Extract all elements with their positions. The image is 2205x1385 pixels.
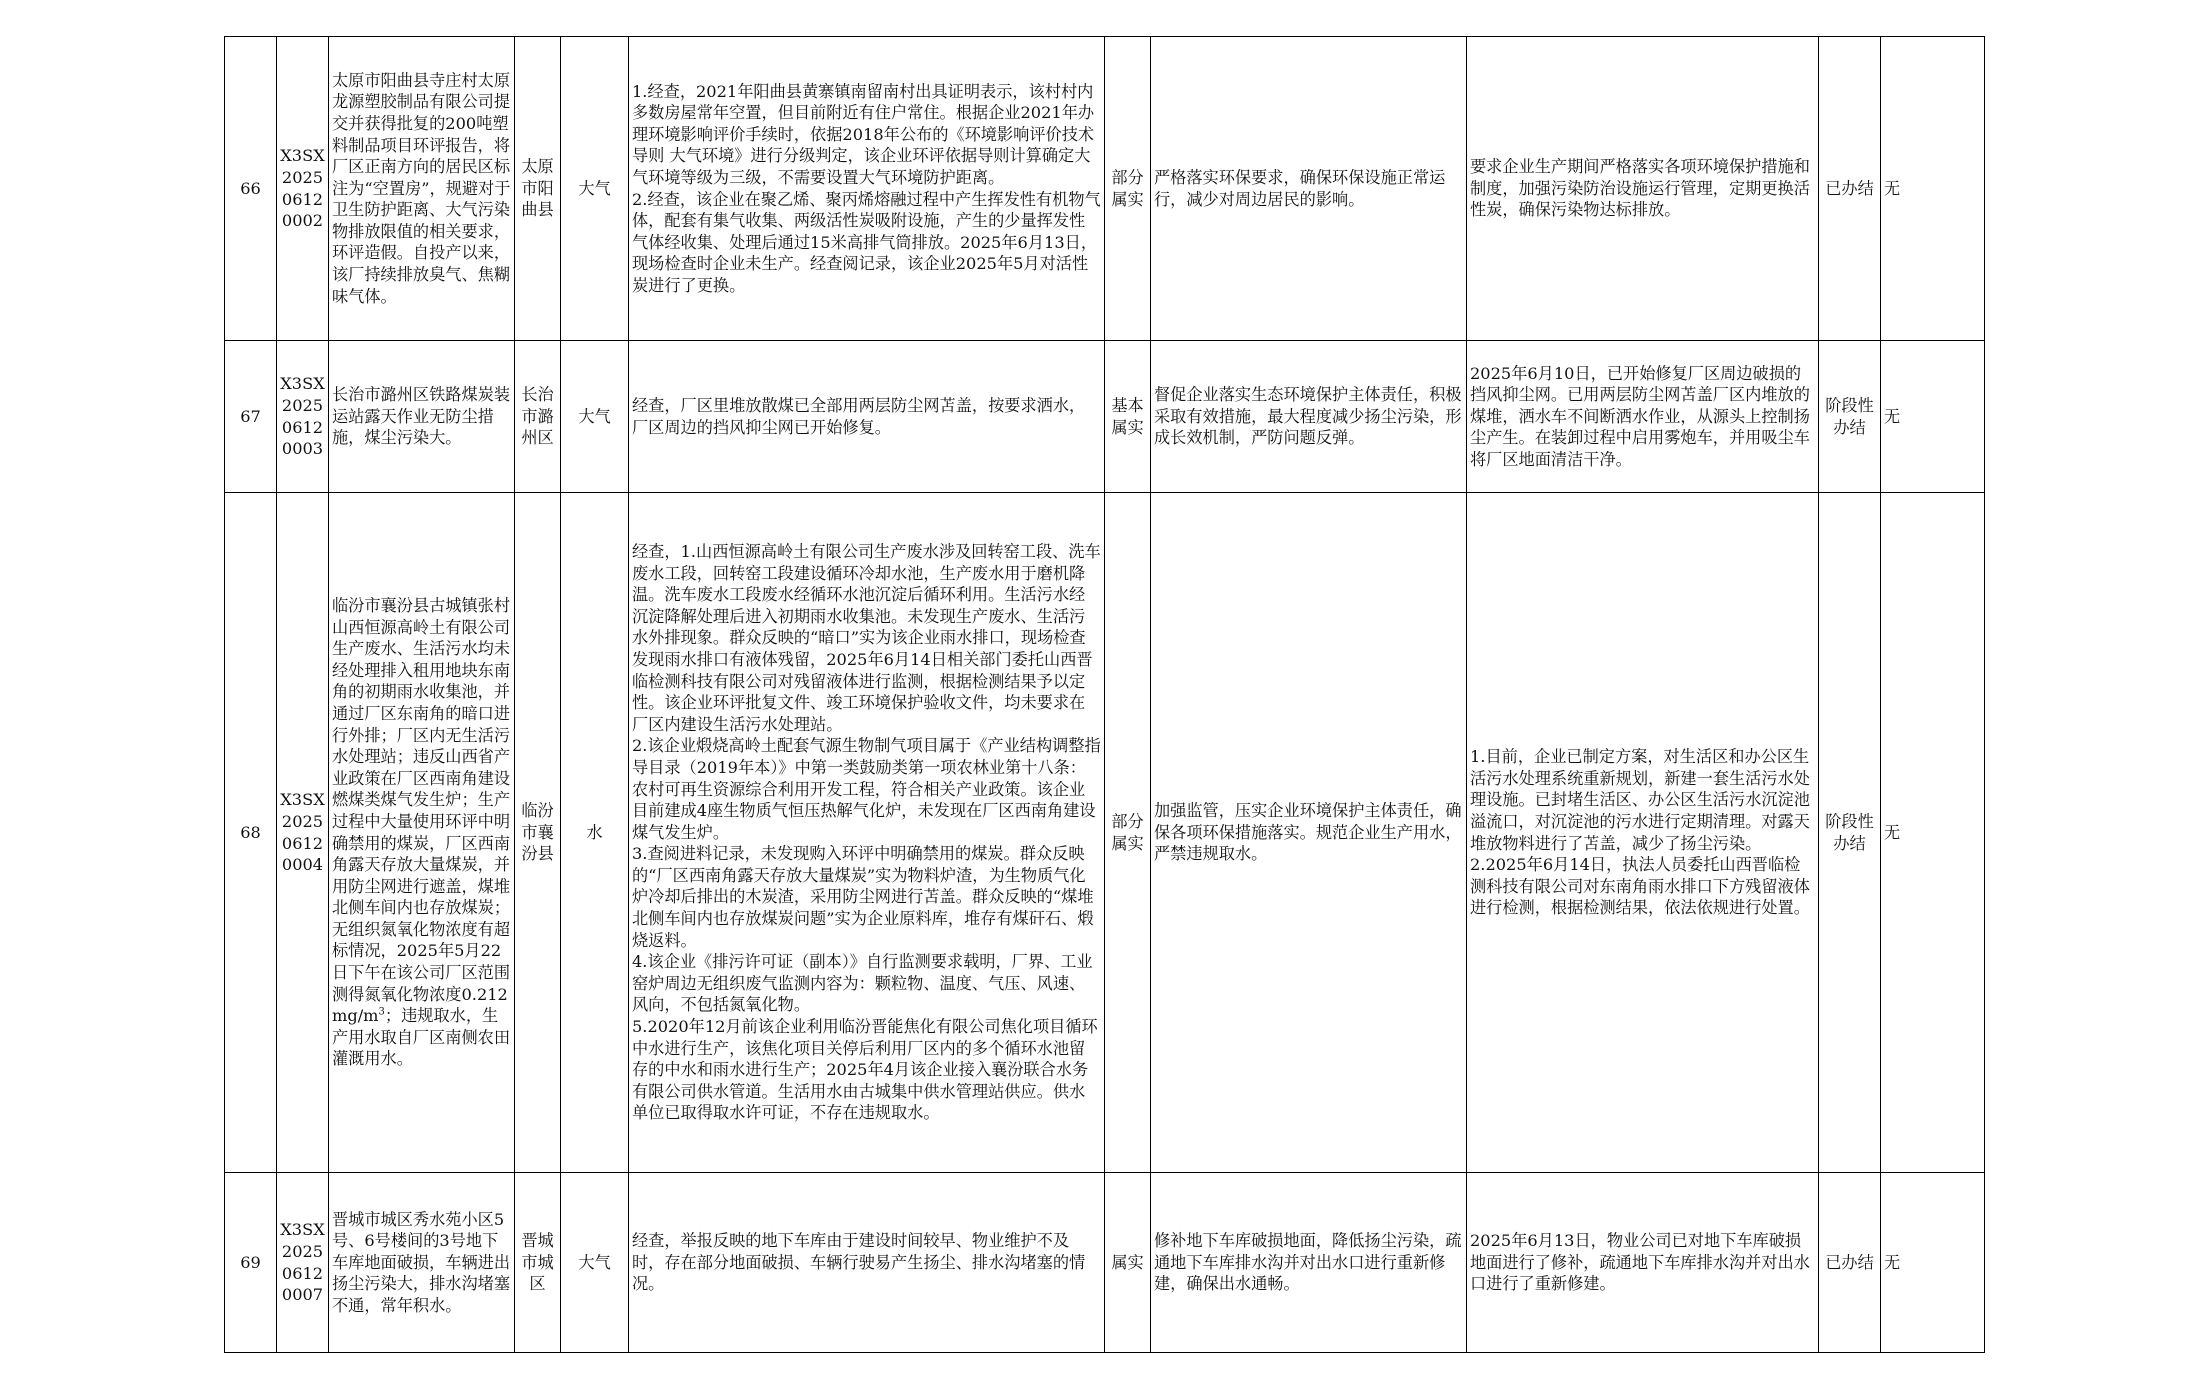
findings: 经查，1.山西恒源高岭土有限公司生产废水涉及回转窑工段、洗车废水工段，回转窑工段建设循环冷却水池，生产废水用于磨机降温。洗车废水工段废水经循环水池沉淀后循环利用。生活污水经沉淀降解处理后进入初期雨水收集池。未发现生产废水、生活污水外排现象。群众反映的“暗口”实为该企业雨水排口，现场检查发现雨水排口有液体残留，2025年6月14日相关部门委托山西晋临检测科技有限公司对残留液体进行监测，根据检测结果予以定性。该企业环评批复文件、竣工环境保护验收文件，均未要求在厂区内建设生活污水处理站。 2.该企业煅烧高岭土配套气源生物制气项目属于《产业结构调整指导目录（2019年本）》中第一类鼓励类第一项农林业第十八条：农村可再生资源综合利用开发工程，符合相关产业政策。该企业目前建成4座生物质气恒压热解气化炉，未发现在厂区西南角建设煤气发生炉。 3.查阅进料记录，未发现购入环评中明确禁用的煤炭。群众反映的“厂区西南角露天存放大量煤炭”实为物料炉渣，为生物质气化炉冷却后排出的木炭渣，采用防尘网进行苫盖。群众反映的“煤堆北侧车间内也存放煤炭问题”实为企业原料库，堆存有煤矸石、煅烧返料。 4.该企业《排污许可证（副本）》自行监测要求载明，厂界、工业窑炉周边无组织废气监测内容为：颗粒物、温度、气压、风速、风向，不包括氮氧化物。 5.2020年12月前该企业利用临汾晋能焦化有限公司焦化项目循环中水进行生产，该焦化项目关停后利用厂区内的多个循环水池留存的中水和雨水进行生产；2025年4月该企业接入襄汾联合水务有限公司供水管道。生活用水由古城集中供水管理站供应。供水单位已取得取水许可证，不存在违规取水。 (629, 493, 1105, 1173)
case-code: X3SX202506120003 (277, 341, 329, 493)
result: 2025年6月13日，物业公司已对地下车库破损地面进行了修补，疏通地下车库排水沟并对出水口进行了重新修建。 (1467, 1173, 1819, 1353)
issue-tail: ；违规取水，生产用水取自厂区南侧农田灌溉用水。 (332, 1006, 511, 1069)
table-row (225, 341, 1985, 493)
table-row (225, 1173, 1985, 1353)
case-code: X3SX202506120007 (277, 1173, 329, 1353)
issue-text (329, 493, 515, 1173)
findings: 1.经查，2021年阳曲县黄寨镇南留南村出具证明表示，该村村内多数房屋常年空置，但目前附近有住户常住。根据企业2021年办理环境影响评价手续时，依据2018年公布的《环境影响评价技术导则 大气环境》进行分级判定，该企业环评依据导则计算确定大气环境等级为三级，不需要设置大气环境防护距离。 2.经查，该企业在聚乙烯、聚丙烯熔融过程中产生挥发性有机物气体，配套有集气收集、两级活性炭吸附设施，产生的少量挥发性气体经收集、处理后通过15米高排气筒排放。2025年6月13日，现场检查时企业未生产。经查阅记录，该企业2025年5月对活性炭进行了更换。 (629, 37, 1105, 341)
table-row (225, 493, 1985, 1173)
issue-superscript: 3 (378, 1006, 385, 1018)
result: 1.目前，企业已制定方案，对生活区和办公区生活污水处理系统重新规划，新建一套生活污水处理设施。已封堵生活区、办公区生活污水沉淀池溢流口，对沉淀池的污水进行定期清理。对露天堆放物料进行了苫盖，减少了扬尘污染。 2.2025年6月14日，执法人员委托山西晋临检测科技有限公司对东南角雨水排口下方残留液体进行检测，根据检测结果，依法依规进行处置。 (1467, 493, 1819, 1173)
accountability: 无 (1881, 341, 1985, 493)
status: 阶段性办结 (1819, 493, 1881, 1173)
issue-text: 太原市阳曲县寺庄村太原龙源塑胶制品有限公司提交并获得批复的200吨塑料制品项目环评报告，将厂区正南方向的居民区标注为“空置房”，规避对于卫生防护距离、大气污染物排放限值的相关要求，环评造假。自投产以来，该厂持续排放臭气、焦糊味气体。 (329, 37, 515, 341)
pollution-type: 大气 (561, 37, 629, 341)
verdict: 属实 (1105, 1173, 1151, 1353)
area: 临汾市襄汾县 (515, 493, 561, 1173)
pollution-type: 大气 (561, 341, 629, 493)
result: 2025年6月10日，已开始修复厂区周边破损的挡风抑尘网。已用两层防尘网苫盖厂区内堆放的煤堆，洒水车不间断洒水作业，从源头上控制扬尘产生。在装卸过程中启用雾炮车，并用吸尘车将厂区地面清洁干净。 (1467, 341, 1819, 493)
issue-main: 临汾市襄汾县古城镇张村山西恒源高岭土有限公司生产废水、生活污水均未经处理排入租用地块东南角的初期雨水收集池，并通过厂区东南角的暗口进行外排；厂区内无生活污水处理站；违反山西省产业政策在厂区西南角建设燃煤类煤气发生炉；生产过程中大量使用环评中明确禁用的煤炭，厂区西南角露天存放大量煤炭，并用防尘网进行遮盖，煤堆北侧车间内也存放煤炭；无组织氮氧化物浓度有超标情况，2025年5月22日下午在该公司厂区范围测得氮氧化物浓度0.212mg/m (332, 595, 511, 1026)
status: 已办结 (1819, 37, 1881, 341)
measures: 严格落实环保要求，确保环保设施正常运行，减少对周边居民的影响。 (1151, 37, 1467, 341)
accountability: 无 (1881, 37, 1985, 341)
issue-text: 长治市潞州区铁路煤炭装运站露天作业无防尘措施，煤尘污染大。 (329, 341, 515, 493)
findings: 经查，举报反映的地下车库由于建设时间较早、物业维护不及时，存在部分地面破损、车辆行驶易产生扬尘、排水沟堵塞的情况。 (629, 1173, 1105, 1353)
verdict: 基本属实 (1105, 341, 1151, 493)
case-table (224, 36, 1985, 1353)
case-code: X3SX202506120004 (277, 493, 329, 1173)
status: 阶段性办结 (1819, 341, 1881, 493)
pollution-type: 水 (561, 493, 629, 1173)
case-code: X3SX202506120002 (277, 37, 329, 341)
area: 晋城市城区 (515, 1173, 561, 1353)
pollution-type: 大气 (561, 1173, 629, 1353)
accountability: 无 (1881, 493, 1985, 1173)
findings: 经查，厂区里堆放散煤已全部用两层防尘网苫盖，按要求洒水，厂区周边的挡风抑尘网已开始修复。 (629, 341, 1105, 493)
measures: 修补地下车库破损地面，降低扬尘污染，疏通地下车库排水沟并对出水口进行重新修建，确保出水通畅。 (1151, 1173, 1467, 1353)
verdict: 部分属实 (1105, 37, 1151, 341)
table-row (225, 37, 1985, 341)
measures: 加强监管，压实企业环境保护主体责任，确保各项环保措施落实。规范企业生产用水，严禁违规取水。 (1151, 493, 1467, 1173)
status: 已办结 (1819, 1173, 1881, 1353)
verdict: 部分属实 (1105, 493, 1151, 1173)
area: 长治市潞州区 (515, 341, 561, 493)
row-number: 67 (225, 341, 277, 493)
area: 太原市阳曲县 (515, 37, 561, 341)
measures: 督促企业落实生态环境保护主体责任，积极采取有效措施，最大程度减少扬尘污染，形成长效机制，严防问题反弹。 (1151, 341, 1467, 493)
issue-text: 晋城市城区秀水苑小区5号、6号楼间的3号地下车库地面破损，车辆进出扬尘污染大，排水沟堵塞不通，常年积水。 (329, 1173, 515, 1353)
row-number: 68 (225, 493, 277, 1173)
row-number: 69 (225, 1173, 277, 1353)
result: 要求企业生产期间严格落实各项环境保护措施和制度，加强污染防治设施运行管理，定期更换活性炭，确保污染物达标排放。 (1467, 37, 1819, 341)
row-number: 66 (225, 37, 277, 341)
accountability: 无 (1881, 1173, 1985, 1353)
